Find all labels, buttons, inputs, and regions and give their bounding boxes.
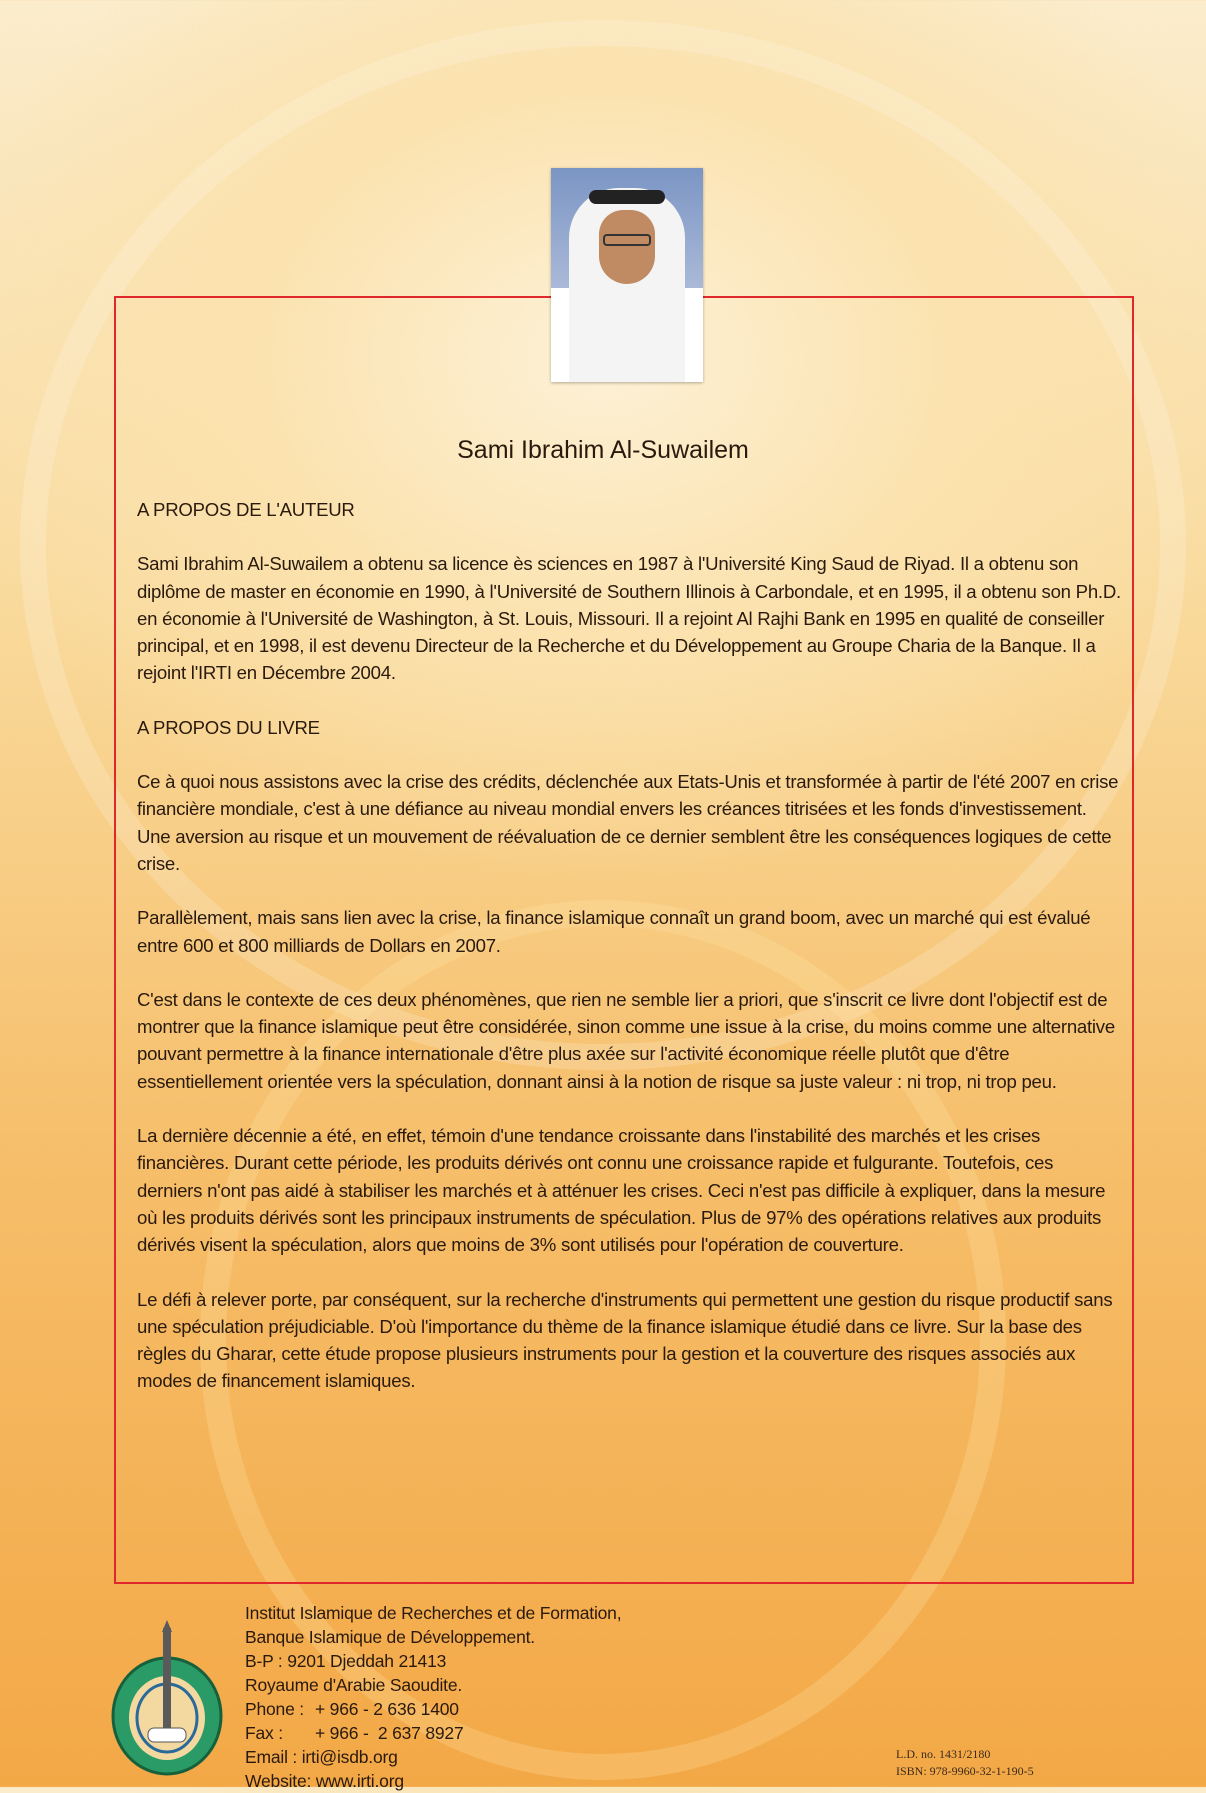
legal-deposit: L.D. no. 1431/2180 [896, 1747, 991, 1761]
author-photo [551, 168, 703, 382]
book-paragraph: Ce à quoi nous assistons avec la crise des crédits, déclenchée aux Etats-Unis et transformée à partir de l'été 2007 en crise financière mondiale, c'est à une défiance au niveau mondial envers les créances titrisées et les fonds d'investissement. Une aversion au risque et un mouvement de réévaluation de ce dernier semblent être les conséquences logiques de cette crise. [137, 771, 1119, 874]
book-paragraph: La dernière décennie a été, en effet, témoin d'une tendance croissante dans l'instabilité des marchés et les crises financières. Durant cette période, les produits dérivés ont connu une croissance rapide et fulgurante. Toutefois, ces derniers n'ont pas aidé à stabiliser les marchés et à atténuer les crises. Ceci n'est pas difficile à expliquer, dans la mesure où les produits dérivés sont les principaux instruments de spéculation. Plus de 97% des opérations relatives aux produits dérivés visent la spéculation, alors que moins de 3% sont utilisés pour l'opération de couverture. [137, 1125, 1106, 1256]
isdb-logo-icon [108, 1620, 226, 1780]
website-link[interactable]: Website: www.irti.org [245, 1771, 404, 1791]
section-heading-author: A PROPOS DE L'AUTEUR [137, 499, 355, 520]
legal-info [896, 1746, 1034, 1780]
author-bio: Sami Ibrahim Al-Suwailem a obtenu sa licence ès sciences en 1987 à l'Université King Saud de Riyad. Il a obtenu son diplôme de master en économie en 1990, à l'Université de Southern Illinois à Carbondale, et en 1995, il a obtenu son Ph.D. en économie à l'Université de Washington, à St. Louis, Missouri. Il a rejoint Al Rajhi Bank en 1995 en qualité de conseiller principal, et en 1998, il est devenu Directeur de la Recherche et du Développement au Groupe Charia de la Banque. Il a rejoint l'IRTI en Décembre 2004. [137, 553, 1121, 684]
publisher-country: Royaume d'Arabie Saoudite. [245, 1675, 463, 1695]
fax-label: Fax : [245, 1723, 283, 1743]
fax-row [245, 1721, 621, 1745]
book-paragraph: C'est dans le contexte de ces deux phénomènes, que rien ne semble lier a priori, que s'inscrit ce livre dont l'objectif est de montrer que la finance islamique peut être considérée, sinon comme une issue à la crise, du moins comme une alternative pouvant permettre à la finance internationale d'être plus axée sur l'activité économique réelle plutôt que d'être essentiellement orientée vers la spéculation, donnant ainsi à la notion de risque sa juste valeur : ni trop, ni trop peu. [137, 988, 1115, 1092]
fax-number: + 966 - 2 637 8927 [315, 1723, 464, 1743]
book-paragraph: Parallèlement, mais sans lien avec la crise, la finance islamique connaît un grand boom, avec un marché qui est évalué entre 600 et 800 milliards de Dollars en 2007. [137, 907, 1091, 956]
phone-row [245, 1697, 621, 1721]
isbn: ISBN: 978-9960-32-1-190-5 [896, 1764, 1034, 1778]
author-name: Sami Ibrahim Al-Suwailem [457, 436, 749, 464]
section-heading-book: A PROPOS DU LIVRE [137, 716, 320, 738]
publisher-name: Institut Islamique de Recherches et de Formation, [245, 1603, 622, 1623]
phone-label: Phone : [245, 1699, 304, 1719]
email-link[interactable]: Email : irti@isdb.org [245, 1747, 398, 1767]
phone-number: + 966 - 2 636 1400 [315, 1699, 459, 1719]
publisher-bank: Banque Islamique de Développement. [245, 1627, 535, 1647]
publisher-address: B-P : 9201 Djeddah 21413 [245, 1651, 447, 1671]
book-paragraph: Le défi à relever porte, par conséquent, sur la recherche d'instruments qui permettent une gestion du risque productif sans une spéculation préjudiciable. D'où l'importance du thème de la finance islamique étudié dans ce livre. Sur la base des règles du Gharar, cette étude propose plusieurs instruments pour la gestion et la couverture des risques associés aux modes de financement islamiques. [137, 1288, 1113, 1392]
cover-text [137, 496, 1122, 1422]
publisher-info [245, 1601, 621, 1793]
